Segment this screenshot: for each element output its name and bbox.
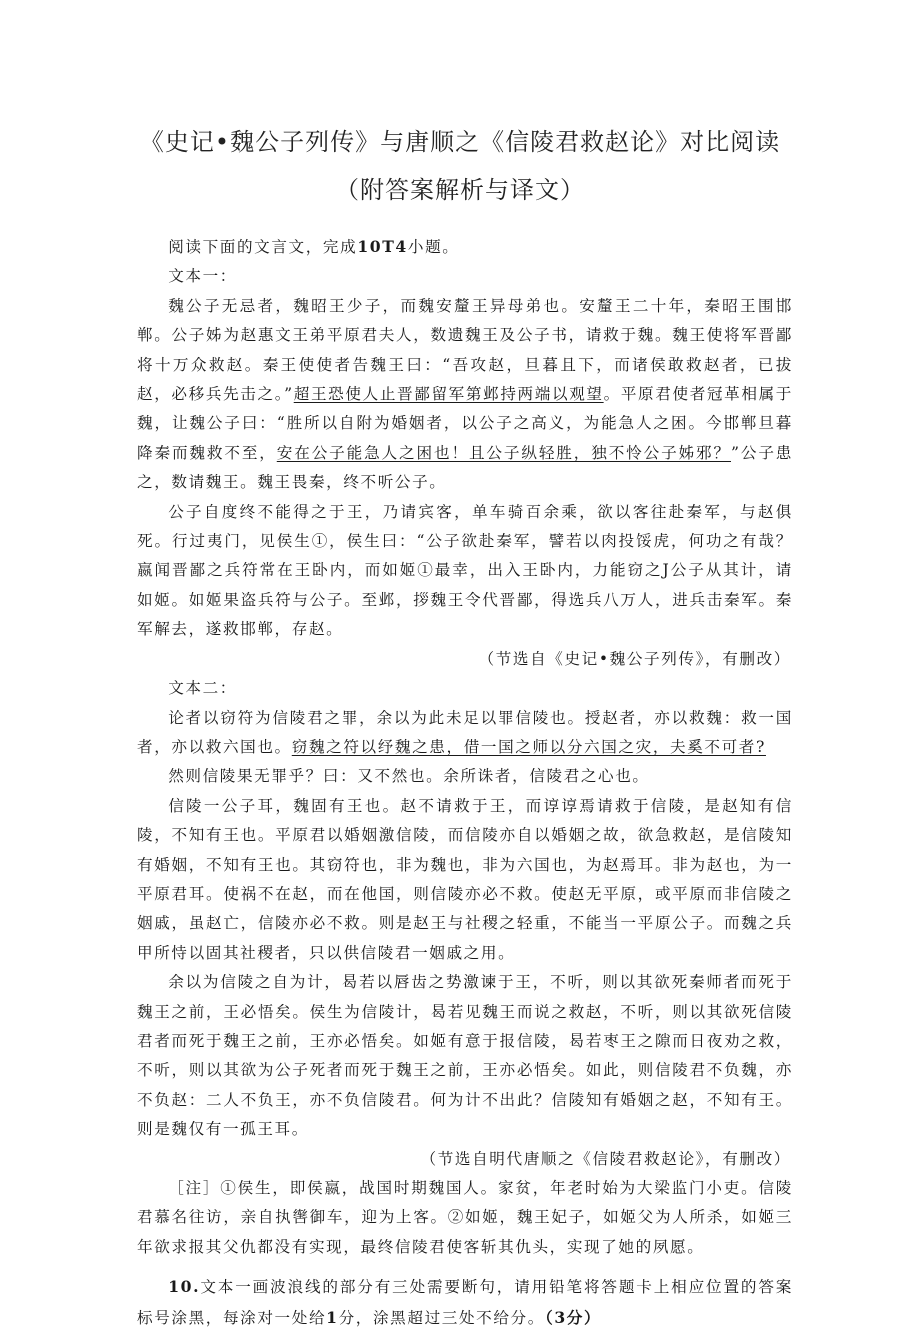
document-body <box>137 232 793 1333</box>
text1-source: （节选自《史记•魏公子列传》，有删改） <box>478 649 791 668</box>
text2-paragraph-3: 信陵一公子耳，魏固有王也。赵不请救于王，而谆谆焉请救于信陵，是赵知有信陵，不知有王也。平原君以婚姻激信陵，而信陵亦自以婚姻之故，欲急救赵，是信陵知有婚姻，不知有王也。其窃符也，非为魏也，非为六国也，为赵焉耳。非为赵也，为一平原君耳。使祸不在赵，而在他国，则信陵亦必不救。使赵无平原，或平原而非信陵之姻戚，虽赵亡，信陵亦必不救。则是赵王与社稷之轻重，不能当一平原公子。而魏之兵甲所恃以固其社稷者，只以供信陵君一姻戚之用。 <box>137 796 793 962</box>
underlined-passage-1: 安在公子能急人之困也！且公子纵轻胜，独不怜公子姊邪？ <box>276 443 731 462</box>
question-score: （3分） <box>544 1307 602 1327</box>
document-title: 《史记•魏公子列传》与唐顺之《信陵君救赵论》对比阅读 <box>139 128 781 156</box>
text2-paragraph-4: 余以为信陵之自为计，曷若以唇齿之势激谏于王，不听，则以其欲死秦师者而死于魏王之前，王必悟矣。侯生为信陵计，曷若见魏王而说之救赵，不听，则以其欲死信陵君者而死于魏王之前，王亦必悟矣。如姬有意于报信陵，曷若枣王之隙而日夜劝之救，不听，则以其欲为公子死者而死于魏王之前，王亦必悟矣。如此，则信陵君不负魏，亦不负赵：二人不负王，亦不负信陵君。何为计不出此？信陵知有婚姻之赵，不知有王。则是魏仅有一孤王耳。 <box>137 973 793 1139</box>
question-number: 10. <box>168 1277 201 1297</box>
text2-paragraph-2: 然则信陵果无罪乎？曰：又不然也。余所诛者，信陵君之心也。 <box>168 767 650 786</box>
text1-paragraph-2: 公子自度终不能得之于王，乃请宾客，单车骑百余乘，欲以客往赴秦军，与赵俱死。行过夷门，见侯生①，侯生曰：“公子欲赴秦军，譬若以肉投馁虎，何功之有哉？嬴闻晋鄙之兵符常在王卧内，而如姬①最幸，出入王卧内，力能窃之J公子从其计，请如姬。如姬果盗兵符与公子。至邺，拶魏王令代晋鄙，得选兵八万人，进兵击秦军。秦军解去，遂救邯郸，存赵。 <box>137 502 793 639</box>
question-10: 10.文本一画波浪线的部分有三处需要断句，请用铅笔将答题卡上相应位置的答案标号涂黑，每涂对一处给1分，涂黑超过三处不给分。（3分） <box>137 1277 793 1327</box>
footnote: ［注］①侯生，即侯嬴，战国时期魏国人。家贫，年老时始为大梁监门小吏。信陵君慕名往访，亲自执辔御车，迎为上客。②如姬，魏王妃子，如姬父为人所杀，如姬三年欲求报其父仇都没有实现，最终信陵君使客斩其仇头，实现了她的夙愿。 <box>137 1179 793 1256</box>
underlined-passage-2: 窃魏之符以纾魏之患，借一国之师以分六国之灾，夫奚不可者? <box>291 737 766 756</box>
question-range: 10T4 <box>357 237 408 256</box>
text2-label: 文本二： <box>168 679 237 698</box>
reading-instruction: 阅读下面的文言文，完成10T4小题。 <box>168 237 460 256</box>
text1-paragraph-1: 魏公子无忌者，魏昭王少子，而魏安釐王异母弟也。安釐王二十年，秦昭王围邯郸。公子姊为赵惠文王弟平原君夫人，数遗魏王及公子书，请救于魏。魏王使将军晋鄙将十万众救赵。秦王使使者告魏王曰：“吾攻赵，旦暮且下，而诸侯敢救赵者，已拔赵，必移兵先击之。”超王恐使人止晋鄙留军第邺持两端以观望。平原君使者冠革相属于魏，让魏公子曰：“胜所以自附为婚姻者，以公子之高义，为能急人之困。今邯郸旦暮降秦而魏救不至，安在公子能急人之困也！且公子纵轻胜，独不怜公子姊邪？”公子患之，数请魏王。魏王畏秦，终不听公子。 <box>137 296 793 492</box>
wavy-underlined-passage: 超王恐使人止晋鄙留军第邺持两端以观望 <box>293 385 604 404</box>
document-subtitle: （附答案解析与译文） <box>335 176 585 204</box>
text2-source: （节选自明代唐顺之《信陵君救赵论》，有删改） <box>420 1149 791 1168</box>
text1-label: 文本一： <box>168 267 237 286</box>
text2-paragraph-1: 论者以窃符为信陵君之罪，余以为此未足以罪信陵也。授赵者，亦以救魏：救一国者，亦以救六国也。窃魏之符以纾魏之患，借一国之师以分六国之灾，夫奚不可者? <box>137 708 793 756</box>
